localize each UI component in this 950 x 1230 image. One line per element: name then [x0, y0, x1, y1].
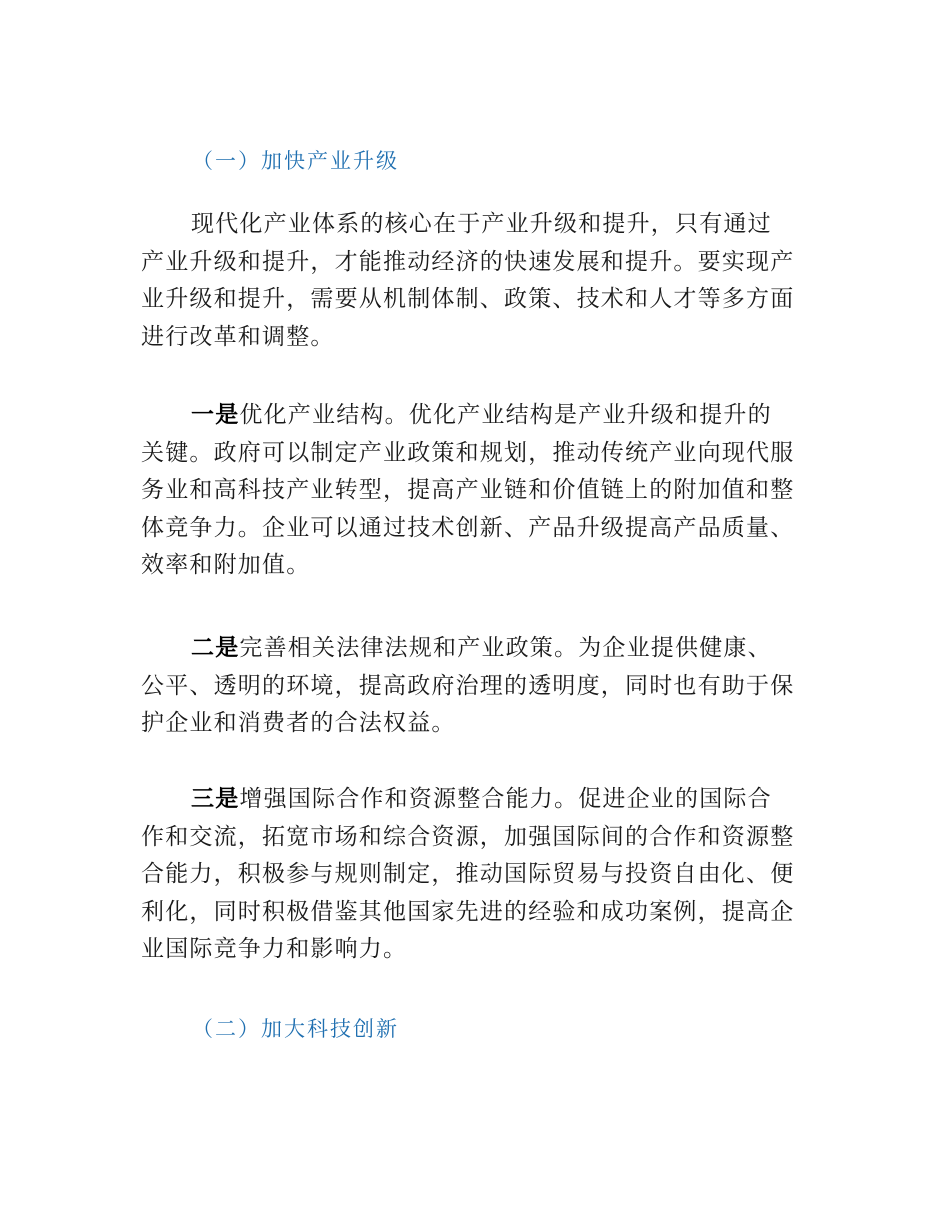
- paragraph-line: 业国际竞争力和影响力。: [141, 936, 408, 962]
- paragraph-line: 务业和高科技产业转型，提高产业链和价值链上的附加值和整: [141, 477, 795, 503]
- paragraph-intro: [141, 206, 813, 356]
- paragraph-line: 效率和附加值。: [141, 552, 311, 578]
- section-heading-1: （一）加快产业升级: [192, 149, 399, 173]
- paragraph-line: 一是优化产业结构。优化产业结构是产业升级和提升的: [191, 401, 772, 428]
- paragraph-line: 现代化产业体系的核心在于产业升级和提升，只有通过: [191, 211, 772, 237]
- paragraph-line: 利化，同时积极借鉴其他国家先进的经验和成功案例，提高企: [141, 898, 795, 925]
- paragraph-point-three: [141, 780, 813, 969]
- paragraph-line: 作和交流，拓宽市场和综合资源，加强国际间的合作和资源整: [141, 823, 795, 850]
- paragraph-line: 业升级和提升，需要从机制体制、政策、技术和人才等多方面: [141, 286, 795, 312]
- section-heading-2: （二）加大科技创新: [192, 1017, 399, 1041]
- paragraph-line: 进行改革和调整。: [141, 323, 335, 350]
- paragraph-line: 二是完善相关法律法规和产业政策。为企业提供健康、: [191, 634, 772, 661]
- paragraph-point-two: [141, 629, 813, 743]
- paragraph-line: 护企业和消费者的合法权益。: [141, 710, 456, 736]
- point-lead: 一是: [191, 401, 240, 428]
- paragraph-line: 公平、透明的环境，提高政府治理的透明度，同时也有助于保: [141, 672, 795, 699]
- paragraph-line: 关键。政府可以制定产业政策和规划，推动传统产业向现代服: [141, 439, 795, 466]
- point-lead: 三是: [191, 785, 240, 812]
- paragraph-line: 体竞争力。企业可以通过技术创新、产品升级提高产品质量、: [141, 514, 795, 541]
- paragraph-line: 合能力，积极参与规则制定，推动国际贸易与投资自由化、便: [141, 861, 795, 887]
- paragraph-line: 三是增强国际合作和资源整合能力。促进企业的国际合: [191, 785, 772, 812]
- point-lead: 二是: [191, 634, 240, 661]
- paragraph-point-one: [141, 396, 813, 585]
- paragraph-line: 产业升级和提升，才能推动经济的快速发展和提升。要实现产: [141, 248, 795, 275]
